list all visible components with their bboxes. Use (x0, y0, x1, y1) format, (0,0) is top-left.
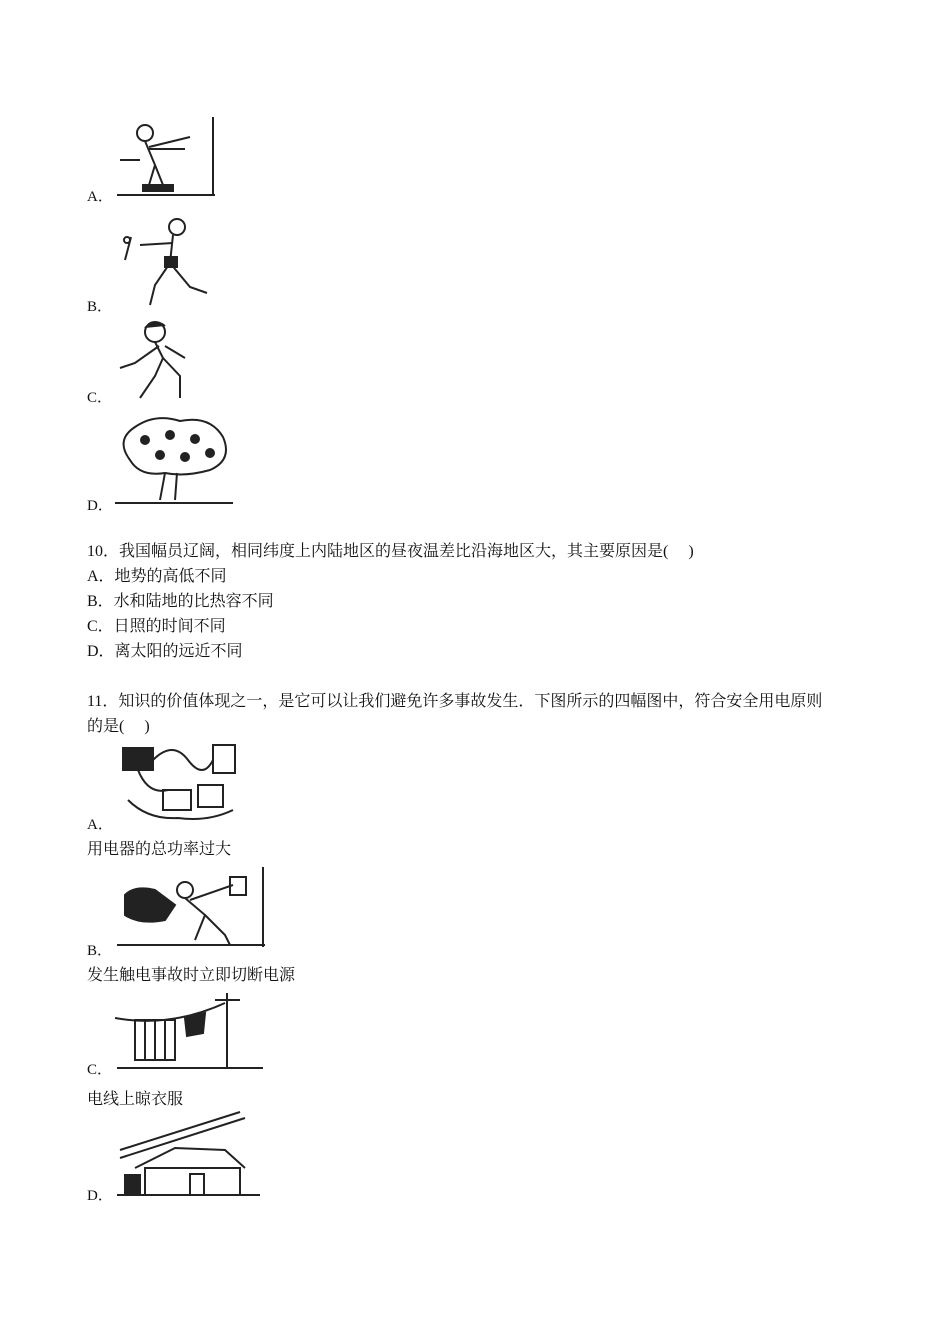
q10-option-b: B．水和陆地的比热容不同 (87, 593, 274, 610)
apple-tree-figure (115, 415, 235, 510)
q10-option-d: D．离太阳的远近不同 (87, 643, 243, 660)
overloaded-socket-figure (118, 740, 248, 830)
cut-power-figure (115, 865, 275, 950)
q11-caption-a: 用电器的总功率过大 (87, 841, 232, 858)
q9-option-a: A． (87, 189, 113, 205)
q11-option-c: C． (87, 1062, 113, 1078)
q11-option-a: A． (87, 817, 113, 833)
q11-option-d: D． (87, 1188, 113, 1204)
q11-caption-b: 发生触电事故时立即切断电源 (87, 967, 296, 984)
q9-option-d: D． (87, 498, 113, 514)
skater-pushing-wall-figure (115, 115, 220, 200)
q10-option-c: C．日照的时间不同 (87, 618, 226, 635)
house-power-line-figure (115, 1110, 265, 1200)
q11-stem-line1: 11．知识的价值体现之一，是它可以让我们避免许多事故发生．下图所示的四幅图中，符合安全用电原则 (87, 693, 823, 710)
q11-option-b: B． (87, 943, 113, 959)
boy-walking-figure (115, 318, 200, 403)
q10-stem: 10．我国幅员辽阔，相同纬度上内陆地区的昼夜温差比沿海地区大，其主要原因是( ) (87, 543, 694, 560)
q9-option-c: C． (87, 390, 113, 406)
baseball-pitcher-figure (115, 215, 215, 310)
q11-caption-c: 电线上晾衣服 (87, 1091, 184, 1108)
q11-stem-line2: 的是( ) (87, 718, 150, 735)
q9-option-b: B． (87, 299, 113, 315)
q10-option-a: A．地势的高低不同 (87, 568, 227, 585)
clothes-on-wire-figure (115, 988, 265, 1073)
